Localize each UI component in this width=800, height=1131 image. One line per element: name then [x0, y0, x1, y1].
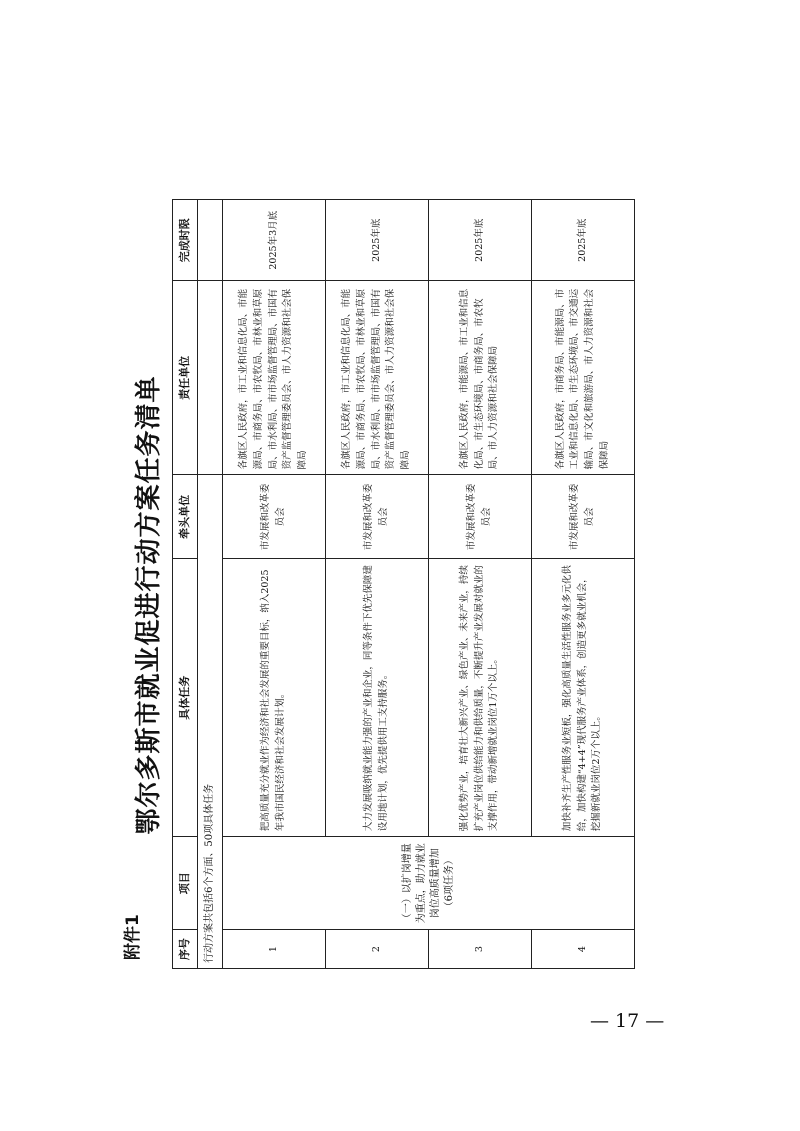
deadline-cell: 2025年底 [429, 200, 532, 281]
header-resp: 责任单位 [173, 281, 198, 475]
task-cell: 加快补齐生产性服务业短板，强化高质量生活性服务业多元化供给，加快构建“4+4”现代服务产业体系，创造更多就业机会，挖掘新就业岗位2万个以上。 [532, 559, 635, 837]
summary-empty-cell [198, 200, 223, 281]
lead-unit-cell: 市发展和改革委员会 [326, 475, 429, 559]
summary-empty-cell [198, 281, 223, 475]
lead-unit-cell: 市发展和改革委员会 [223, 475, 326, 559]
header-task: 具体任务 [173, 559, 198, 837]
responsible-units-cell: 各旗区人民政府，市工业和信息化局、市能源局、市商务局、市农牧局、市林业和草原局、市水利局、市市场监督管理局、市国有资产监督管理委员会、市人力资源和社会保障局 [223, 281, 326, 475]
deadline-cell: 2025年3月底 [223, 200, 326, 281]
header-deadline: 完成时限 [173, 200, 198, 281]
header-no: 序号 [173, 930, 198, 969]
header-lead: 牵头单位 [173, 475, 198, 559]
deadline-cell: 2025年底 [532, 200, 635, 281]
page-title: 鄂尔多斯市就业促进行动方案任务清单 [134, 375, 164, 835]
table-header-row [173, 200, 198, 969]
responsible-units-cell: 各旗区人民政府，市商务局、市能源局、市工业和信息化局、市生态环境局、市交通运输局、市文化和旅游局、市人力资源和社会保障局 [532, 281, 635, 475]
task-cell: 强化优势产业，培育壮大新兴产业、绿色产业、未来产业，持续扩充产业岗位供给能力和供给质量，不断提升产业发展对就业的支撑作用，带动新增就业岗位1万个以上。 [429, 559, 532, 837]
lead-unit-cell: 市发展和改革委员会 [429, 475, 532, 559]
page-number: — 17 — [590, 1010, 665, 1032]
responsible-units-cell: 各旗区人民政府，市能源局、市工业和信息化局、市生态环境局、市商务局、市农牧局、市人力资源和社会保障局 [429, 281, 532, 475]
task-table [172, 199, 635, 969]
header-project: 项目 [173, 837, 198, 930]
summary-row [198, 200, 223, 969]
rotated-page-content [128, 145, 688, 1065]
row-number: 1 [223, 930, 326, 969]
row-number: 4 [532, 930, 635, 969]
lead-unit-cell: 市发展和改革委员会 [532, 475, 635, 559]
row-number: 2 [326, 930, 429, 969]
annex-label: 附件1 [123, 914, 143, 960]
row-number: 3 [429, 930, 532, 969]
summary-text: 行动方案共包括6个方面、50项具体任务 [198, 475, 223, 969]
task-cell: 把高质量充分就业作为经济和社会发展的重要目标，纳入2025年我市国民经济和社会发展计划。 [223, 559, 326, 837]
task-table-wrapper [172, 199, 635, 969]
task-cell: 大力发展吸纳就业能力强的产业和企业，同等条件下优先保障建设用地计划，优先提供用工支持服务。 [326, 559, 429, 837]
project-group-cell: （一）以扩岗增量为重点，助力就业岗位高质量增加（6项任务） [223, 837, 635, 930]
responsible-units-cell: 各旗区人民政府，市工业和信息化局、市能源局、市商务局、市农牧局、市林业和草原局、市水利局、市市场监督管理局、市国有资产监督管理委员会、市人力资源和社会保障局 [326, 281, 429, 475]
deadline-cell: 2025年底 [326, 200, 429, 281]
table-row [223, 200, 326, 969]
